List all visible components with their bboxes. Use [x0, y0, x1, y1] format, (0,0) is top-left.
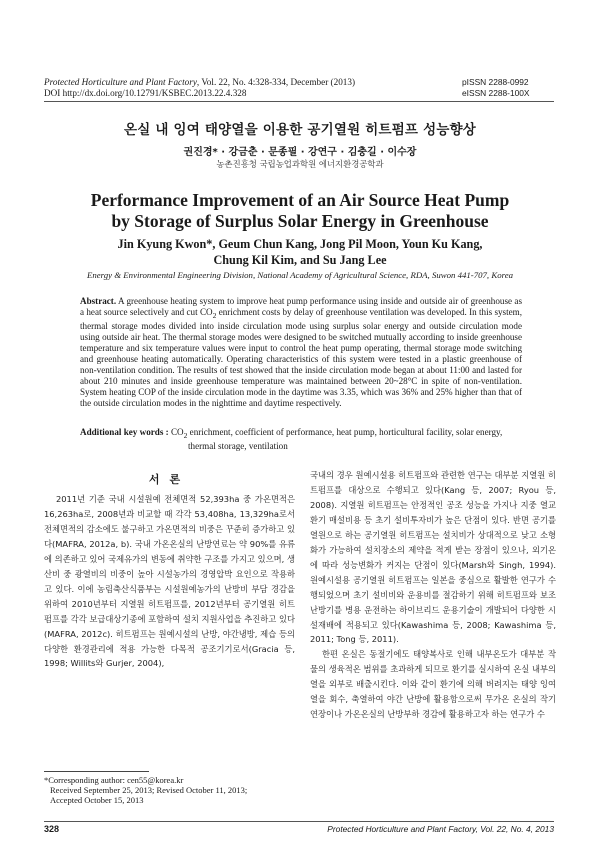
abstract-co2-subscript: 2 [212, 310, 217, 320]
abstract [80, 296, 522, 409]
doi-link[interactable]: DOI http://dx.doi.org/10.12791/KSBEC.2013.22.4.328 [44, 88, 247, 98]
english-title [0, 190, 600, 232]
citation-header [44, 77, 355, 99]
korean-title: 온실 내 잉여 태양열을 이용한 공기열원 히트펌프 성능향상 [123, 122, 477, 138]
keywords-label: Additional key words : [80, 427, 169, 437]
received-date: Received September 25, 2013; Revised October 11, 2013; [50, 785, 248, 796]
body-paragraph: 국내의 경우 원예시설용 히트펌프와 관련한 연구는 대부분 지열원 히트펌프를 대상으로 수행되고 있다(Kang 등, 2007; Ryou 등, 2008). 지열원 히트펌프는 안정적인 공조 성능을 가지나 지중 열교환기 매설비용 등 초기 설비투자비가 높은 단점이 있다. 반면 공기를 열원으로 하는 공기열원 히트펌프는 설치비가 상대적으로 낮고 소형화가 가능하여 설치장소의 제약을 적게 받는 장점이 있으나, 외기온에 따라 성능변화가 커지는 단점이 있다(Marsh와 Singh, 1994). 원예시설용 공기열원 히트펌프는 일본을 중심으로 활발한 연구가 수행되었으며 초기 설비비와 운용비를 절감하기 위해 히트펌프와 보조 난방기를 병용 운전하는 하이브리드 운용기술이 개발되어 다양한 시설재배에 적용되고 있다(Kawashima 등, 2008; Kawashima 등, 2011; Tong 등, 2011). [310, 470, 556, 645]
section-heading-introduction: 서론 [148, 473, 191, 486]
footnote-divider [44, 771, 149, 772]
corresponding-author: *Corresponding author: cen55@korea.kr [44, 775, 184, 785]
journal-name: Protected Horticulture and Plant Factory [44, 77, 197, 87]
abstract-text-b: enrichment costs by delay of greenhouse ventilation was developed. In this system, thermal storage modes divided into inside circulation mode using surplus solar energy and outside circulation mode using outside air heat. The thermal storage modes were designed to be switched mutually according to inside greenhouse temperature and six temperature values were input to control the heat pump operating, thermal storage mode switching and greenhouse heating automatically. Operating characteristics of this system were tested in a plastic greenhouse of non-ventilation condition. The results of test showed that the inside circulation mode began at about 11:00 and lasted for about 210 minutes and inside greenhouse temperature was maintained between 20~28°C in spite of non-ventilation. System heating COP of the inside circulation mode in the daytime was 3.35, which was 36% and 25% higher than that of the outside circulation modes in the nighttime and daytime respectively. [80, 307, 523, 409]
keywords-text-b: enrichment, coefficient of performance, heat pump, horticultural facility, solar energy, [187, 427, 503, 437]
pissn: pISSN 2288-0992 [462, 77, 529, 87]
keywords-text-c: thermal storage, ventilation [188, 440, 288, 451]
keywords-text-a: CO [168, 427, 184, 437]
footer-divider [44, 821, 554, 822]
english-affiliation: Energy & Environmental Engineering Division, National Academy of Agricultural Science, RDA, Suwon 441-707, Korea [86, 270, 513, 280]
citation-volume: , Vol. 22, No. 4:328-334, December (2013) [196, 77, 356, 87]
keywords-co2-subscript: 2 [183, 430, 188, 440]
header-divider [44, 101, 554, 102]
body-column-right [310, 468, 556, 722]
abstract-text-a: A greenhouse heating system to improve heat pump performance using inside and outside air of greenhouse as a heat source selectively and cut CO [80, 296, 522, 318]
english-authors-line1: Jin Kyung Kwon*, Geum Chun Kang, Jong Pil Moon, Youn Ku Kang, [117, 237, 483, 251]
page-number: 328 [44, 824, 60, 834]
korean-authors: 권진경* · 강금춘 · 문종필 · 강연구 · 김충길 · 이수장 [183, 147, 417, 158]
body-column-left: 2011년 기준 국내 시설원예 전체면적 52,393ha 중 가온면적은 16,263ha로, 2008년과 비교할 때 각각 53,408ha, 13,329ha로서 전체면적의 감소에도 불구하고 가온면적의 비중은 꾸준히 증가하고 있다(MAFRA, 2012a, b). 국내 가온온실의 난방연료는 약 90%를 유류에 의존하고 있어 국제유가의 변동에 취약한 구조를 가지고 있으며, 생산비 중 광열비의 비중이 높아 시설농가의 경영압박 요인으로 작용하고 있다. 이에 농림축산식품부는 시설원예농가의 난방비 부담 경감을 위하여 2010년부터 지열원 히트펌프를, 2012년부터 공기열원 히트펌프를 각각 보급대상기종에 포함하여 설치 지원사업을 추진하고 있다(MAFRA, 2012c). 히트펌프는 원예시설의 난방, 야간냉방, 제습 등의 다양한 환경관리에 적용 가능한 다목적 공조기기로서(Gracia 등, 1998; Willits와 Gurjer, 2004), [44, 494, 295, 669]
issn-block [462, 77, 554, 99]
english-title-line2: by Storage of Surplus Solar Energy in Greenhouse [111, 211, 489, 231]
keywords [80, 427, 522, 452]
english-title-line1: Performance Improvement of an Air Source Heat Pump [90, 190, 510, 210]
body-paragraph: 한편 온실은 동절기에도 태양복사로 인해 내부온도가 대부분 작물의 생육적온 범위를 초과하게 되므로 환기를 실시하여 온실 내부의 열을 외부로 배출시킨다. 이와 같이 환기에 의해 버려지는 태양 잉여열을 회수, 축열하여 야간 난방에 활용함으로써 무가온 온실의 작기 연장이나 가온온실의 난방부하 경감에 활용하고자 하는 연구가 수 [310, 649, 556, 720]
footer-journal: Protected Horticulture and Plant Factory, Vol. 22, No. 4, 2013 [327, 824, 554, 834]
abstract-label: Abstract. [80, 296, 117, 306]
eissn: eISSN 2288-100X [462, 88, 530, 98]
english-authors [0, 236, 600, 268]
english-authors-line2: Chung Kil Kim, and Su Jang Lee [213, 253, 387, 267]
accepted-date: Accepted October 15, 2013 [50, 795, 144, 806]
korean-affiliation: 농촌진흥청 국립농업과학원 에너지환경공학과 [216, 159, 384, 169]
footnote [44, 775, 247, 806]
